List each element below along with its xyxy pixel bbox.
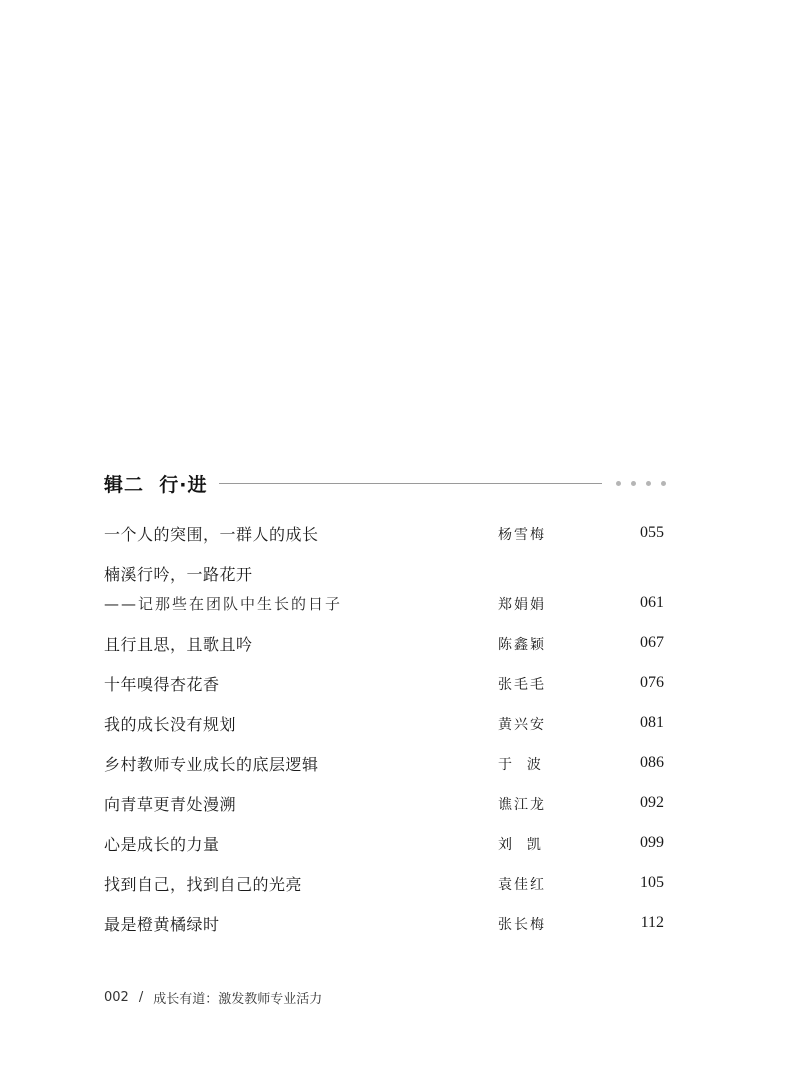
toc-entry[interactable] (104, 628, 664, 668)
toc-entry-author: 谯江龙 (498, 797, 546, 813)
toc-entry[interactable] (104, 668, 664, 708)
toc-entry-page: 076 (640, 674, 664, 691)
decorative-dots-icon (616, 481, 666, 486)
toc-entry-title: 最是橙黄橘绿时 (104, 915, 220, 934)
toc-entry[interactable] (104, 558, 664, 628)
footer-separator: / (138, 990, 144, 1005)
toc-entry-title: 向青草更青处漫溯 (104, 795, 237, 814)
toc-entry-page: 055 (640, 524, 664, 541)
toc-entry-author: 杨雪梅 (498, 527, 546, 543)
toc-entry-title: 楠溪行吟，一路花开 (104, 565, 253, 584)
toc-entry-title: 心是成长的力量 (104, 835, 220, 854)
toc-entry-page: 112 (640, 914, 664, 931)
toc-entry-page: 061 (640, 594, 664, 611)
toc-entry-author: 张长梅 (498, 917, 546, 933)
toc-entry-author: 刘 凯 (498, 837, 543, 853)
dot-icon (616, 481, 621, 486)
table-of-contents (104, 518, 664, 948)
toc-entry-author: 袁佳红 (498, 877, 546, 893)
toc-entry-title: 我的成长没有规划 (104, 715, 237, 734)
toc-entry-author: 陈鑫颖 (498, 637, 546, 653)
section-title: 辑二 行·进 (104, 473, 208, 496)
toc-entry-author: 黄兴安 (498, 717, 546, 733)
footer-page-number: 002 (104, 990, 129, 1005)
toc-entry-page: 099 (640, 834, 664, 851)
toc-entry-title: 找到自己，找到自己的光亮 (104, 875, 303, 894)
toc-entry[interactable] (104, 748, 664, 788)
toc-entry[interactable] (104, 518, 664, 558)
toc-entry-title: 乡村教师专业成长的底层逻辑 (104, 755, 319, 774)
toc-entry-subtitle: ——记那些在团队中生长的日子 (104, 595, 343, 613)
toc-entry[interactable] (104, 868, 664, 908)
toc-entry-page: 067 (640, 634, 664, 651)
toc-entry-page: 086 (640, 754, 664, 771)
toc-entry-author: 郑娟娟 (498, 597, 546, 613)
toc-entry-page: 092 (640, 794, 664, 811)
toc-entry-title: 十年嗅得杏花香 (104, 675, 220, 694)
toc-entry-page: 081 (640, 714, 664, 731)
toc-entry-title: 一个人的突围，一群人的成长 (104, 525, 319, 544)
toc-entry-author: 于 波 (498, 757, 543, 773)
toc-entry-author: 张毛毛 (498, 677, 546, 693)
toc-entry[interactable] (104, 708, 664, 748)
dot-icon (646, 481, 651, 486)
footer-book-title: 成长有道：激发教师专业活力 (153, 992, 323, 1007)
toc-entry[interactable] (104, 788, 664, 828)
section-divider-line (219, 483, 602, 484)
toc-entry-page: 105 (640, 874, 664, 891)
toc-entry-title: 且行且思，且歌且吟 (104, 635, 253, 654)
toc-entry[interactable] (104, 908, 664, 948)
section-header (104, 468, 666, 498)
dot-icon (661, 481, 666, 486)
toc-entry[interactable] (104, 828, 664, 868)
page-footer (104, 988, 322, 1007)
dot-icon (631, 481, 636, 486)
